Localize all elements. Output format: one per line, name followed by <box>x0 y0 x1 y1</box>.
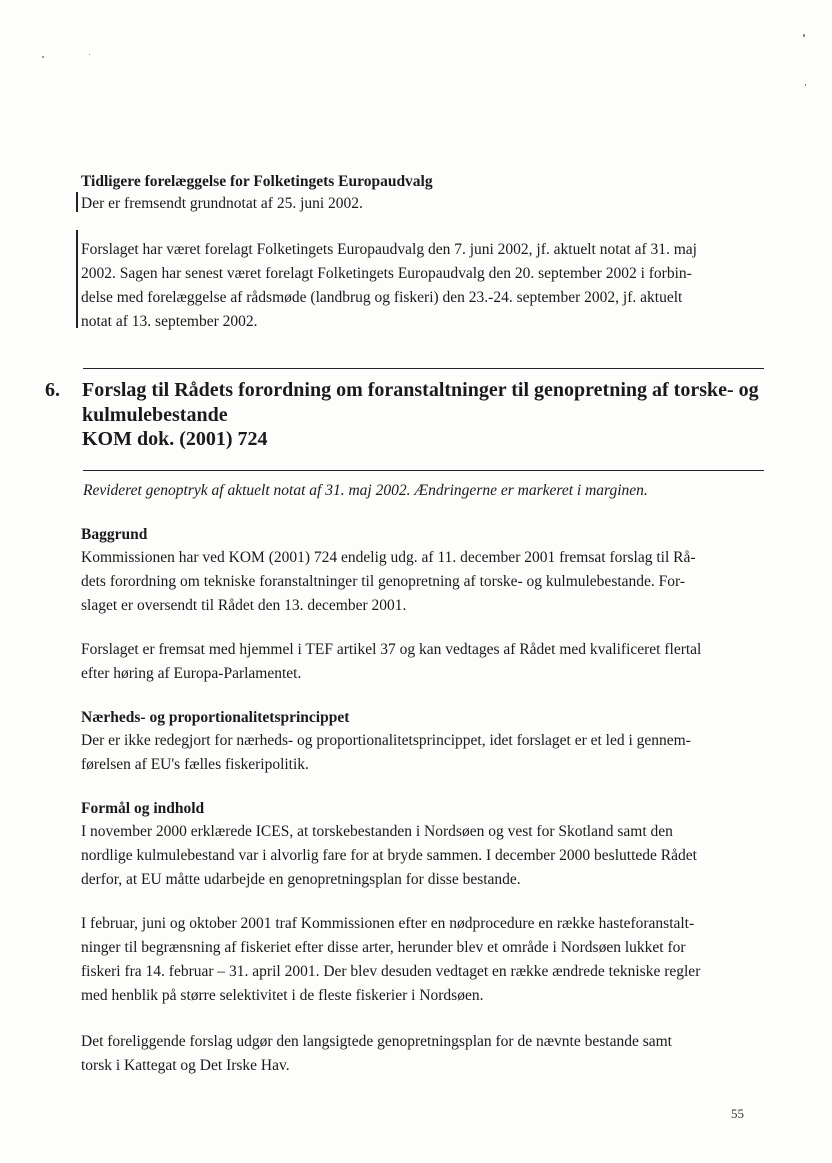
subsidiarity-heading: Nærheds- og proportionalitetsprincippet <box>81 709 350 726</box>
text-line: Der er ikke redegjort for nærheds- og proportionalitetsprincippet, idet forslaget er et led i gennem- <box>81 732 691 749</box>
recovery-plan-paragraph <box>81 1030 761 1078</box>
emergency-measures-paragraph <box>81 912 761 1008</box>
section-number: 6. <box>45 379 60 401</box>
text-line: efter høring af Europa-Parlamentet. <box>81 665 302 682</box>
section-title-line: Forslag til Rådets forordning om foranstaltninger til genopretning af torske- og <box>82 379 759 401</box>
text-line: delse med forelæggelse af rådsmøde (landbrug og fiskeri) den 23.-24. september 2002, jf. aktuelt <box>81 289 683 306</box>
background-heading: Baggrund <box>81 526 148 543</box>
page-number: 55 <box>731 1106 744 1121</box>
earlier-presentation-heading: Tidligere forelæggelse for Folketingets Europaudvalg <box>81 173 433 190</box>
section-doc-reference: KOM dok. (2001) 724 <box>82 428 268 450</box>
text-line: Forslaget har været forelagt Folketingets Europaudvalg den 7. juni 2002, jf. aktuelt notat af 31. maj <box>81 241 697 258</box>
text-line: nordlige kulmulebestand var i alvorlig fare for at bryde sammen. I december 2000 besluttede Rådet <box>81 847 697 864</box>
purpose-paragraph <box>81 820 761 892</box>
text-line: slaget er oversendt til Rådet den 13. december 2001. <box>81 597 407 614</box>
revision-margin-bar <box>76 230 78 328</box>
text-line: Kommissionen har ved KOM (2001) 724 endelig udg. af 11. december 2001 fremsat forslag til Rå- <box>81 549 696 566</box>
text-line: Det foreliggende forslag udgør den langsigtede genopretningsplan for de nævnte bestande samt <box>81 1033 672 1050</box>
background-paragraph <box>81 546 761 618</box>
section-bottom-rule <box>83 470 764 471</box>
text-line: fiskeri fra 14. februar – 31. april 2001. Der blev desuden vedtaget en række ændrede tekniske regler <box>81 963 701 980</box>
earlier-presentation-line: Der er fremsendt grundnotat af 25. juni 2002. <box>81 195 363 212</box>
revision-margin-bar <box>76 192 78 212</box>
text-line: I februar, juni og oktober 2001 traf Kommissionen efter en nødprocedure en række hasteforanstalt- <box>81 915 695 932</box>
scan-speck <box>803 34 805 37</box>
section-title-line: kulmulebestande <box>82 403 228 426</box>
subsidiarity-paragraph <box>81 729 761 777</box>
text-line: notat af 13. september 2002. <box>81 313 258 330</box>
section-title <box>82 378 762 452</box>
text-line: derfor, at EU måtte udarbejde en genopretningsplan for disse bestande. <box>81 871 521 888</box>
revision-note: Revideret genoptryk af aktuelt notat af 31. maj 2002. Ændringerne er markeret i marginen. <box>83 482 648 499</box>
scan-speck <box>805 84 806 86</box>
scan-speck <box>42 56 44 58</box>
earlier-presentation-paragraph <box>81 238 761 334</box>
section-top-rule <box>83 368 764 369</box>
text-line: med henblik på større selektivitet i de fleste fiskerier i Nordsøen. <box>81 987 484 1004</box>
text-line: Forslaget er fremsat med hjemmel i TEF artikel 37 og kan vedtages af Rådet med kvalificeret flertal <box>81 641 702 658</box>
text-line: torsk i Kattegat og Det Irske Hav. <box>81 1057 290 1074</box>
legal-basis-paragraph <box>81 638 761 686</box>
text-line: ninger til begrænsning af fiskeriet efter disse arter, herunder blev et område i Nordsøen lukket for <box>81 939 686 956</box>
text-line: I november 2000 erklærede ICES, at torskebestanden i Nordsøen og vest for Skotland samt den <box>81 823 673 840</box>
text-line: dets forordning om tekniske foranstaltninger til genopretning af torske- og kulmulebestande. For- <box>81 573 686 590</box>
text-line: førelsen af EU's fælles fiskeripolitik. <box>81 756 309 773</box>
scan-speck <box>89 54 90 55</box>
text-line: 2002. Sagen har senest været forelagt Folketingets Europaudvalg den 20. september 2002 i forbin- <box>81 265 692 282</box>
purpose-heading: Formål og indhold <box>81 800 205 817</box>
